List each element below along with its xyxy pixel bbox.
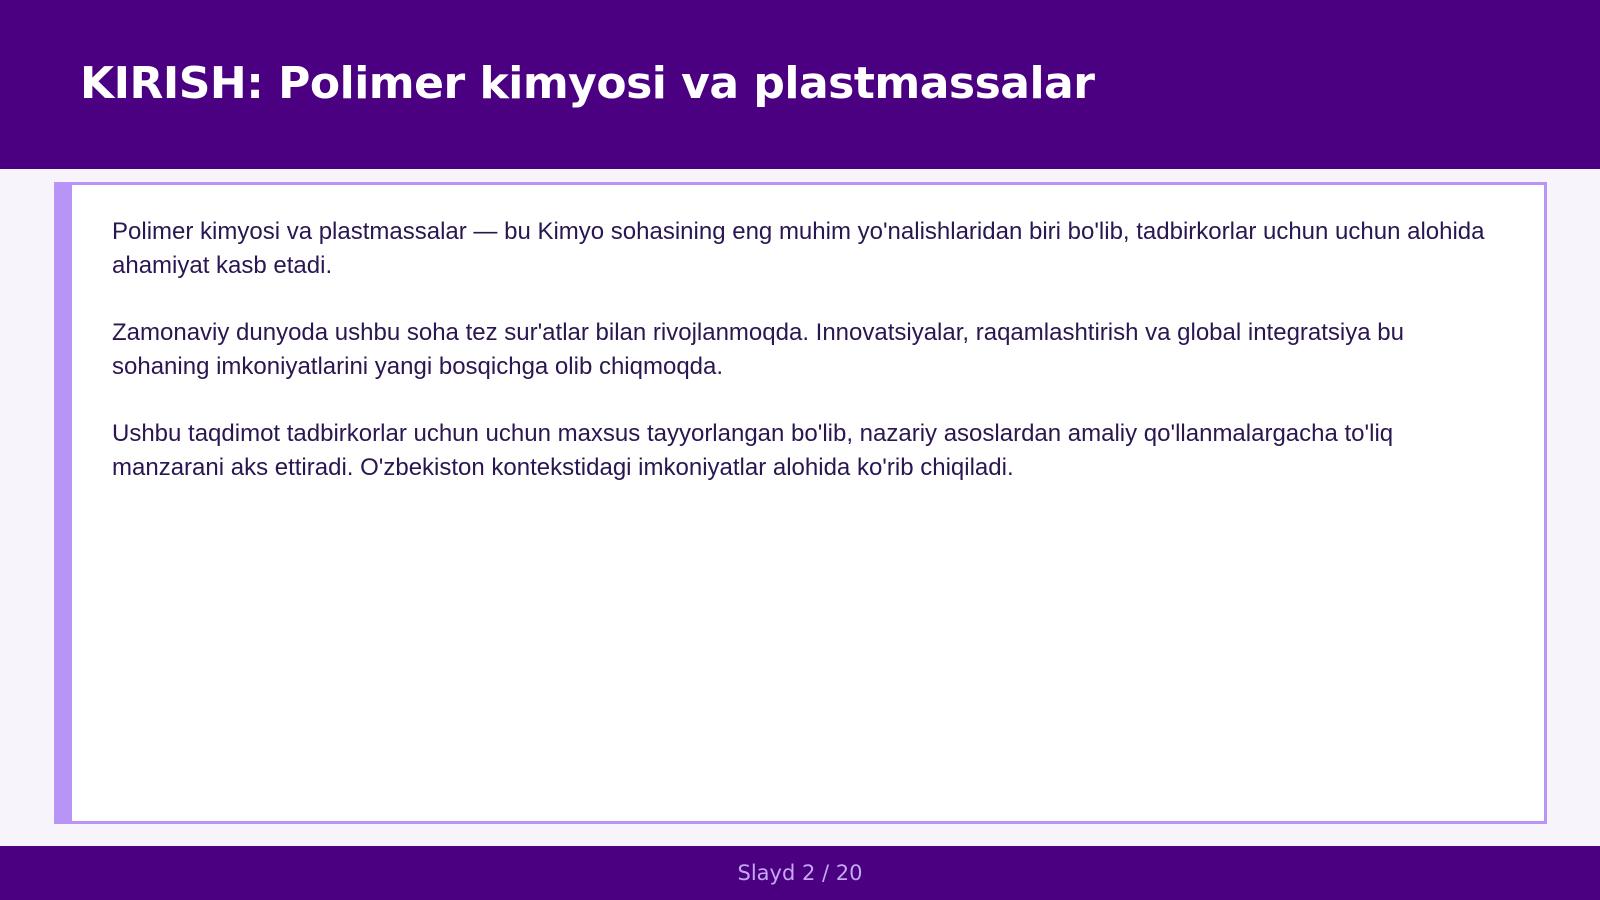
- slide-header: [0, 0, 1600, 169]
- paragraph-modern-world: Zamonaviy dunyoda ushbu soha tez sur'atlar bilan rivojlanmoqda. Innovatsiyalar, raqamlashtirish va global integratsiya bu sohaning imkoniyatlarini yangi bosqichga olib chiqmoqda.: [112, 319, 1404, 380]
- slide-title: KIRISH: Polimer kimyosi va plastmassalar: [80, 58, 1095, 109]
- paragraph-intro: Polimer kimyosi va plastmassalar — bu Kimyo sohasining eng muhim yo'nalishlaridan biri bo'lib, tadbirkorlar uchun uchun alohida ahamiyat kasb etadi.: [112, 218, 1485, 279]
- paragraph-list: [112, 215, 1504, 518]
- slide-number: Slayd 2 / 20: [737, 861, 863, 885]
- paragraph-presentation-purpose: Ushbu taqdimot tadbirkorlar uchun uchun maxsus tayyorlangan bo'lib, nazariy asoslardan amaliy qo'llanmalargacha to'liq manzarani aks ettiradi. O'zbekiston kontekstidagi imkoniyatlar alohida ko'rib chiqiladi.: [112, 420, 1394, 481]
- slide-footer: [0, 846, 1600, 900]
- content-card: [54, 182, 1547, 824]
